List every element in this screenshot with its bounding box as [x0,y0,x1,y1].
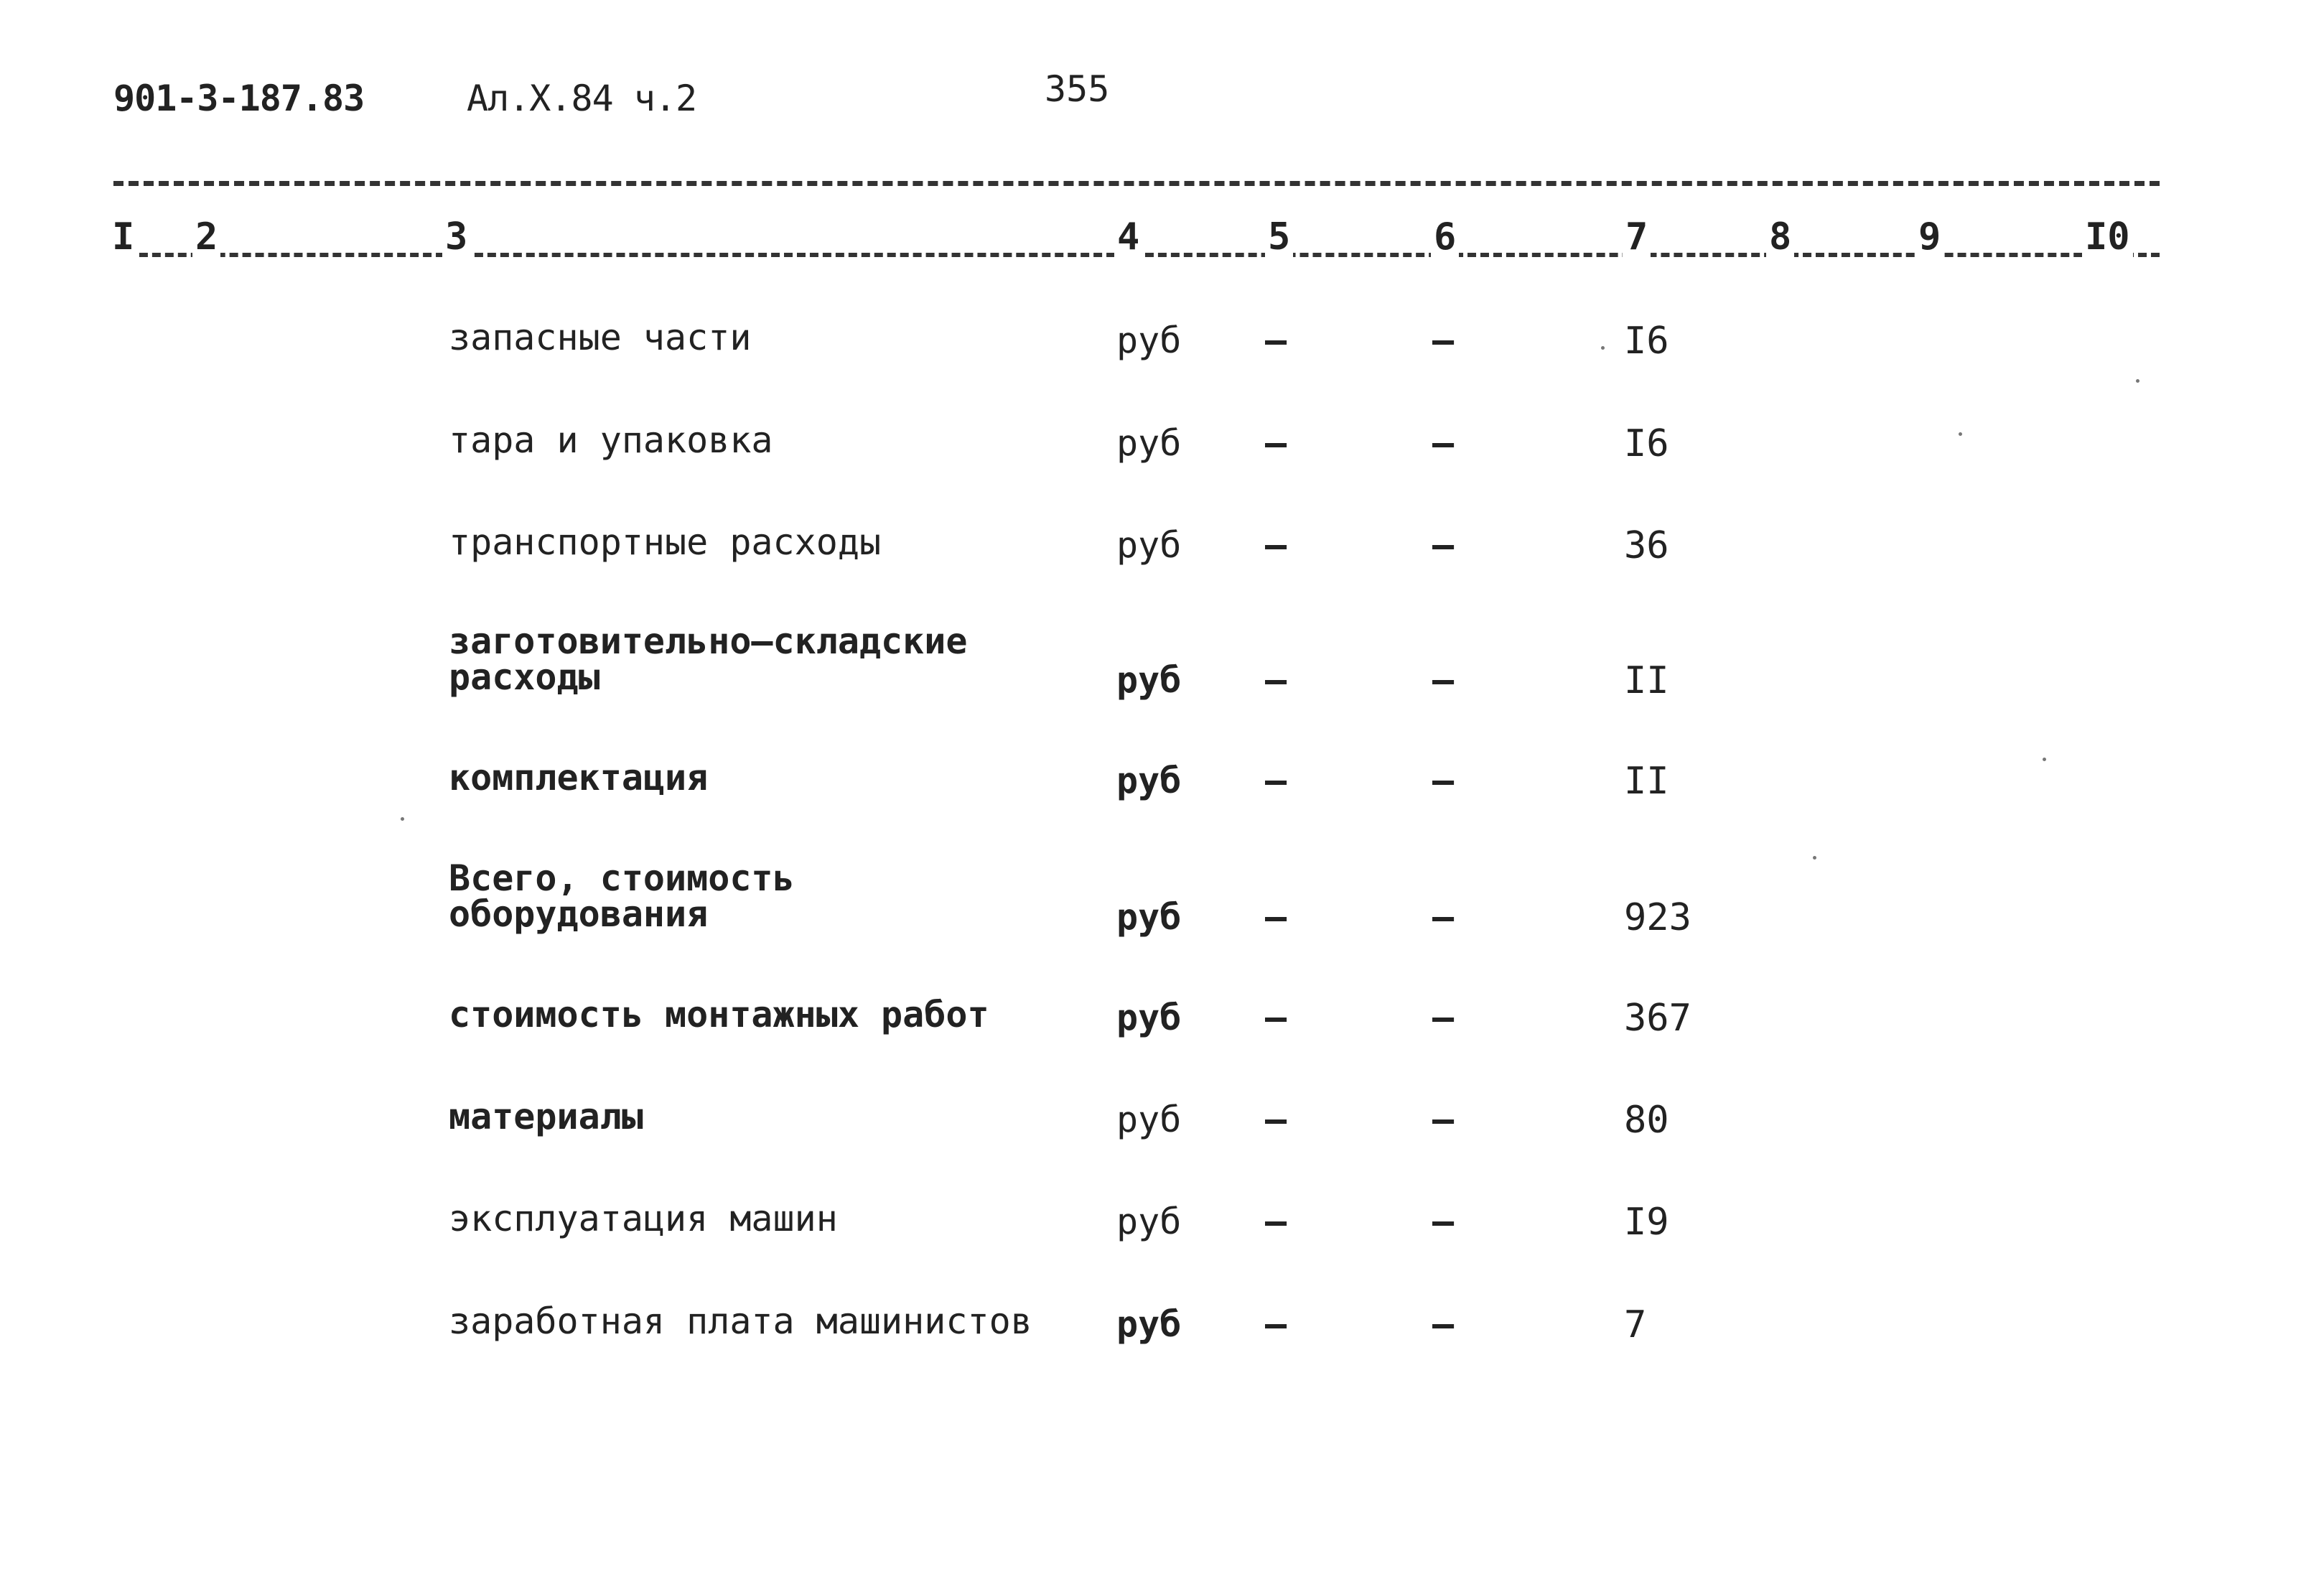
row-col7: II [1624,760,1669,803]
row-col5: – [1265,896,1287,938]
column-number-2: 2 [192,215,220,259]
row-name: стоимость монтажных работ [449,994,989,1035]
row-col7: I6 [1624,422,1669,465]
scan-speck [1959,432,1962,436]
scan-speck [401,817,404,821]
row-col6: – [1432,760,1455,801]
scan-speck [2136,379,2139,383]
row-name: запасные части [449,317,752,358]
row-col5: – [1265,1099,1287,1140]
row-unit: руб [1116,1201,1182,1242]
row-col6: – [1432,997,1455,1038]
row-col5: – [1265,997,1287,1038]
row-unit: руб [1116,1303,1182,1345]
row-name: заработная плата машинистов [449,1300,1032,1342]
row-unit: руб [1116,896,1182,938]
column-number-7: 7 [1623,215,1651,259]
column-number-3: 3 [442,215,470,259]
row-unit: руб [1116,997,1182,1038]
row-unit: руб [1116,760,1182,801]
row-col7: II [1624,659,1669,702]
row-unit: руб [1116,320,1182,361]
top-dashed-rule [113,181,2160,186]
row-col7: I9 [1624,1201,1669,1244]
column-number-4: 4 [1114,215,1142,259]
scan-speck [1813,856,1816,860]
column-number-6: 6 [1431,215,1459,259]
column-number-5: 5 [1265,215,1293,259]
column-number-1: I [109,215,137,259]
column-number-10: I0 [2082,215,2133,259]
row-col5: – [1265,760,1287,801]
row-col7: 7 [1624,1303,1647,1346]
row-col7: 80 [1624,1099,1669,1142]
column-number-8: 8 [1766,215,1794,259]
row-name: комплектация [449,757,709,799]
row-col7: I6 [1624,320,1669,363]
row-unit: руб [1116,422,1182,464]
row-col5: – [1265,1201,1287,1242]
document-code: 901-3-187.83 [113,78,365,119]
row-name: эксплуатация машин [449,1198,838,1239]
row-col5: – [1265,422,1287,464]
row-name: тара и упаковка [449,419,773,461]
row-col6: – [1432,1099,1455,1140]
row-col7: 36 [1624,524,1669,567]
row-name: транспортные расходы [449,521,882,563]
row-col5: – [1265,659,1287,701]
row-col5: – [1265,1303,1287,1345]
row-col6: – [1432,422,1455,464]
page-number: 355 [1045,68,1110,110]
row-name: материалы [449,1096,643,1137]
row-name: Всего, стоимость оборудования [449,857,795,935]
column-number-9: 9 [1915,215,1943,259]
row-col6: – [1432,1201,1455,1242]
album-reference: Ал.X.84 ч.2 [467,78,697,119]
row-unit: руб [1116,659,1182,701]
row-unit: руб [1116,1099,1182,1140]
row-col5: – [1265,524,1287,566]
row-col6: – [1432,524,1455,566]
row-col6: – [1432,659,1455,701]
row-col6: – [1432,896,1455,938]
scan-speck [2043,758,2046,761]
row-col6: – [1432,320,1455,361]
row-name: заготовительно–складские расходы [449,620,968,698]
scan-speck [1601,346,1605,350]
row-col7: 367 [1624,997,1691,1040]
row-col7: 923 [1624,896,1691,939]
row-col6: – [1432,1303,1455,1345]
row-unit: руб [1116,524,1182,566]
row-col5: – [1265,320,1287,361]
